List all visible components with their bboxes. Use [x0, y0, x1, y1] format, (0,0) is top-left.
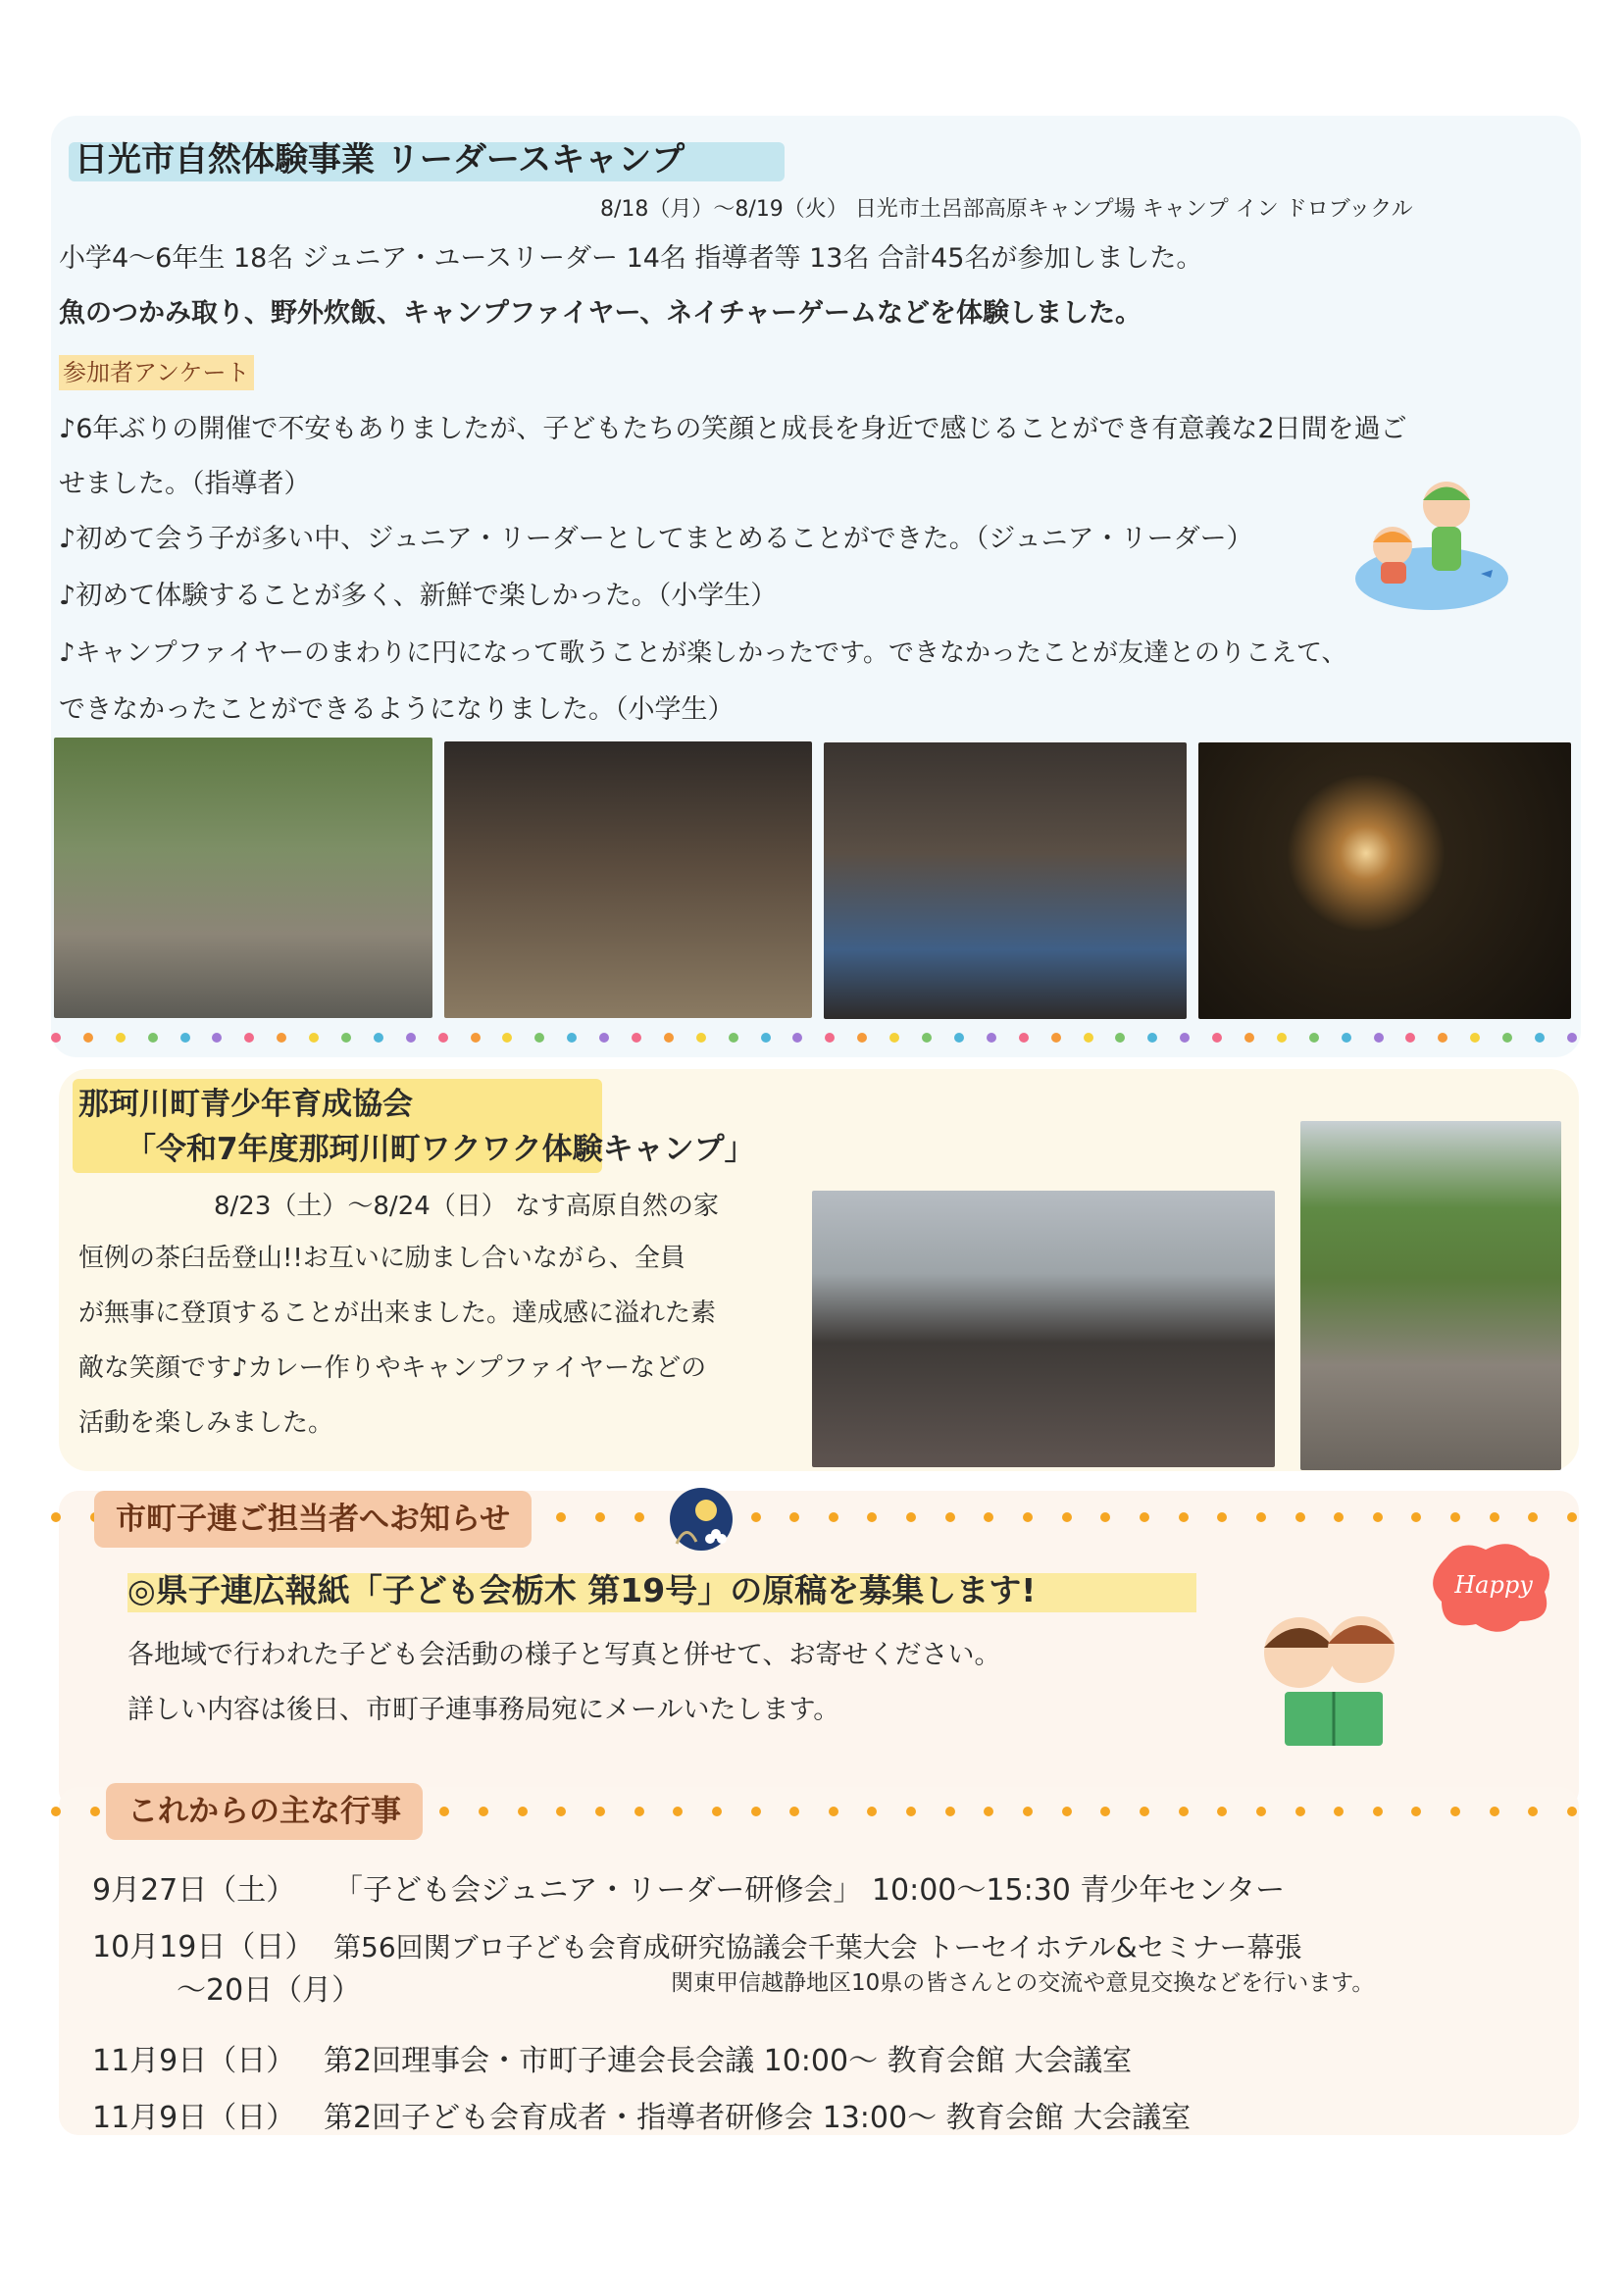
nikko-date-place: 8/18（月）～8/19（火） 日光市土呂部高原キャンプ場 キャンプ イン ドロブックル	[600, 197, 1413, 222]
event-date: 11月9日（日）	[92, 2101, 296, 2135]
notice-tag: 市町子連ご担当者へお知らせ	[94, 1491, 532, 1548]
survey-label: 参加者アンケート	[59, 355, 254, 390]
happy-bubble	[1427, 1538, 1559, 1646]
nakagawa-body: 活動を楽しみました。	[78, 1408, 334, 1438]
nakagawa-date-place: 8/23（土）～8/24（日） なす高原自然の家	[214, 1192, 720, 1221]
event-date: 9月27日（土）	[92, 1873, 296, 1908]
comment: ♪初めて会う子が多い中、ジュニア・リーダーとしてまとめることができた。（ジュニア・リーダー）	[59, 524, 1253, 554]
event-date: ～20日（月）	[177, 1973, 362, 2008]
photo-leaders	[824, 742, 1187, 1019]
nikko-activities: 魚のつかみ取り、野外炊飯、キャンプファイヤー、ネイチャーゲームなどを体験しました。	[59, 298, 1142, 329]
comment: せました。（指導者）	[59, 469, 311, 499]
photo-fish-catching	[54, 738, 432, 1018]
photo-campfire	[1198, 742, 1571, 1019]
photo-cooking	[444, 741, 812, 1018]
nakagawa-title-line2: 「令和7年度那珂川町ワクワク体験キャンプ」	[126, 1132, 755, 1167]
event-date: 10月19日（日）	[92, 1930, 315, 1964]
kids-fishing-illustration	[1334, 456, 1510, 613]
event-text: 第2回子ども会育成者・指導者研修会 13:00～ 教育会館 大会議室	[324, 2101, 1192, 2135]
moon-icon	[667, 1485, 736, 1554]
comment: ♪初めて体験することが多く、新鮮で楽しかった。（小学生）	[59, 581, 778, 611]
nakagawa-body: 敵な笑顔です♪カレー作りやキャンプファイヤーなどの	[78, 1353, 707, 1383]
nakagawa-body: 恒例の茶臼岳登山!!お互いに励まし合いながら、全員	[78, 1244, 685, 1273]
event-text: 第56回関ブロ子ども会育成研究協議会千葉大会 トーセイホテル&セミナー幕張	[333, 1931, 1302, 1963]
photo-mountain-hike	[1300, 1121, 1561, 1470]
events-tag: これからの主な行事	[106, 1783, 423, 1840]
event-text: 第2回理事会・市町子連会長会議 10:00～ 教育会館 大会議室	[324, 2044, 1133, 2078]
happy-text: Happy	[1454, 1571, 1533, 1599]
nakagawa-title-line1: 那珂川町青少年育成協会	[78, 1087, 413, 1122]
nakagawa-body: が無事に登頂することが出来ました。達成感に溢れた素	[78, 1299, 717, 1328]
notice-body: 詳しい内容は後日、市町子連事務局宛にメールいたします。	[127, 1695, 840, 1725]
event-date: 11月9日（日）	[92, 2044, 296, 2078]
rainbow-divider	[51, 1033, 1577, 1046]
nikko-participants: 小学4～6年生 18名 ジュニア・ユースリーダー 14名 指導者等 13名 合計45名が参加しました。	[59, 243, 1203, 274]
comment: ♪6年ぶりの開催で不安もありましたが、子どもたちの笑顔と成長を身近で感じることができ有意義な2日間を過ご	[59, 414, 1407, 444]
photo-summit-group	[812, 1191, 1275, 1467]
notice-headline: ◎県子連広報紙「子ども会栃木 第19号」の原稿を募集します!	[127, 1571, 1037, 1609]
comment: ♪キャンプファイヤーのまわりに円になって歌うことが楽しかったです。できなかったことが友達とのりこえて、	[59, 638, 1347, 668]
nikko-title: 日光市自然体験事業 リーダースキャンプ	[75, 140, 685, 179]
kids-reading-illustration	[1245, 1579, 1412, 1751]
event-text: 「子ども会ジュニア・リーダー研修会」 10:00～15:30 青少年センター	[333, 1873, 1286, 1908]
event-text: 関東甲信越静地区10県の皆さんとの交流や意見交換などを行います。	[671, 1970, 1375, 1996]
notice-body: 各地域で行われた子ども会活動の様子と写真と併せて、お寄せください。	[127, 1640, 1001, 1670]
comment: できなかったことができるようになりました。（小学生）	[59, 694, 735, 725]
